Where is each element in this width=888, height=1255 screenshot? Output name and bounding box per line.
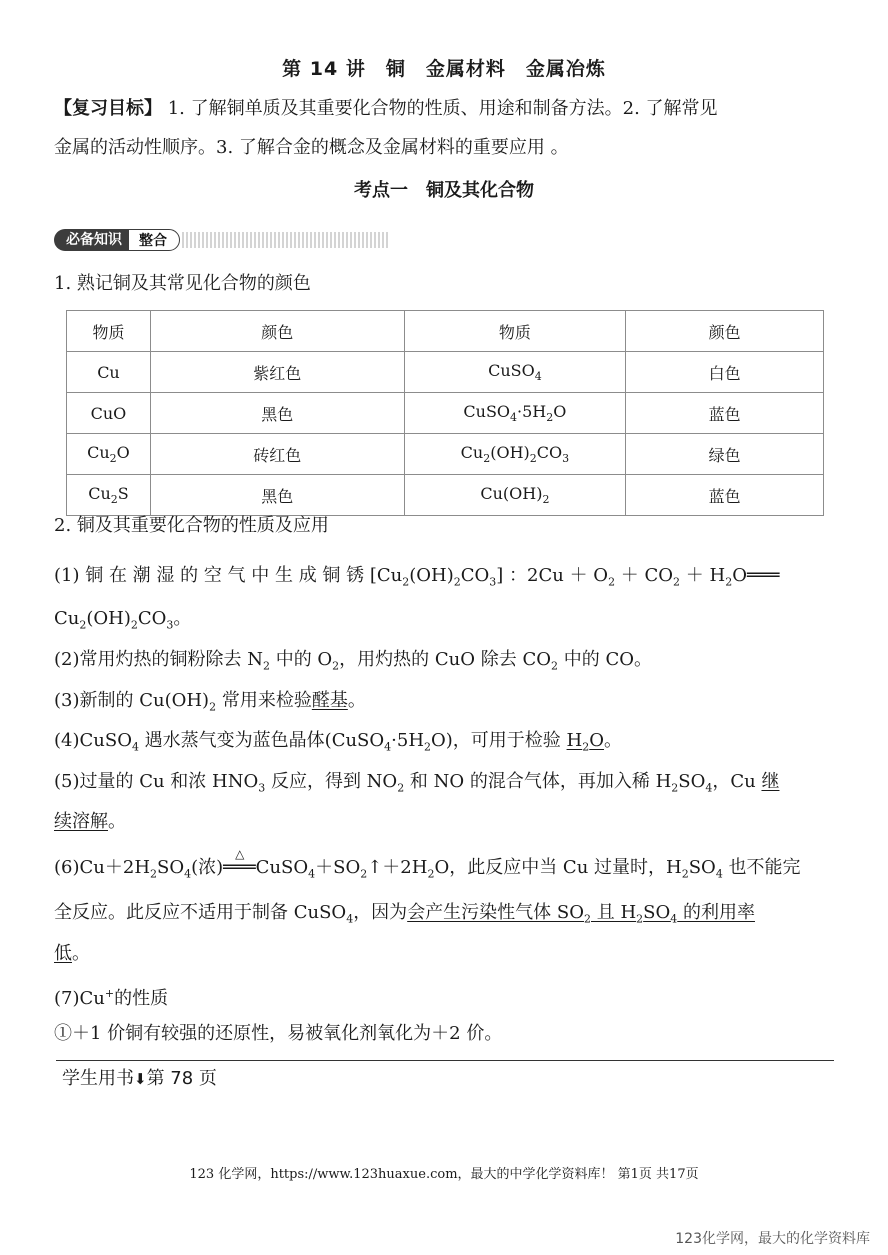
table-cell-color: 蓝色 bbox=[626, 475, 824, 516]
student-book-page-ref bbox=[62, 1064, 217, 1094]
table-cell-color: 紫红色 bbox=[150, 352, 404, 393]
table-cell-color: 白色 bbox=[626, 352, 824, 393]
footer-divider bbox=[56, 1060, 834, 1061]
table-cell-substance: CuSO$_4$ bbox=[404, 352, 626, 393]
table-cell-substance: $Cu(OH)_2$ bbox=[404, 475, 626, 516]
point-line: $(6)Cu+2H_2SO_4$(浓) △ $═══CuSO_4+SO_2↑+2H_2O$，此反应中当 Cu 过量时，$H_2SO_4$ 也不能完 bbox=[54, 847, 801, 881]
table-header-row bbox=[67, 311, 824, 352]
table-cell-substance: CuO bbox=[67, 393, 151, 434]
banner-dark-label: 必备知识 bbox=[54, 229, 136, 251]
section-title: 考点一 铜及其化合物 bbox=[354, 180, 534, 201]
student-book-label: 学生用书 bbox=[62, 1068, 134, 1089]
student-book-page: 第 78 页 bbox=[146, 1068, 217, 1089]
knowledge-banner bbox=[54, 229, 388, 251]
point-line: $Cu_2(OH)_2CO_3$。 bbox=[54, 608, 192, 632]
point-line: (2)常用灼热的铜粉除去 $N_2$ 中的 $O_2$，用灼热的 CuO 除去 $CO_2$ 中的 CO。 bbox=[54, 649, 652, 673]
table-cell-substance: $Cu_2O$ bbox=[67, 434, 151, 475]
watermark-text: 123化学网，最大的化学资料库 bbox=[675, 1231, 870, 1247]
point-line: (5)过量的 Cu 和浓 $HNO_3$ 反应，得到 $NO_2$ 和 NO 的混合气体，再加入稀 $H_2SO_4$，Cu 继 bbox=[54, 771, 780, 795]
site-footer: 123 化学网，https://www.123huaxue.com，最大的中学化学资料库！ 第1页 共17页 bbox=[189, 1167, 699, 1182]
table-cell-color: 蓝色 bbox=[626, 393, 824, 434]
page-title: 第 14 讲 铜 金属材料 金属冶炼 bbox=[282, 58, 606, 80]
table-header-cell: 物质 bbox=[404, 311, 626, 352]
table-cell-substance: $Cu_2(OH)_2CO_3$ bbox=[404, 434, 626, 475]
arrow-down-icon: ⬇ bbox=[134, 1070, 147, 1088]
table-cell-color: 绿色 bbox=[626, 434, 824, 475]
table-header-cell: 颜色 bbox=[150, 311, 404, 352]
table-row bbox=[67, 393, 824, 434]
point-line: (7)Cu+的性质 bbox=[54, 987, 169, 1009]
objectives-line-1 bbox=[54, 94, 718, 124]
point-line: (3)新制的 $Cu(OH)_2$ 常用来检验醛基。 bbox=[54, 690, 366, 714]
point-line: (1) 铜 在 潮 湿 的 空 气 中 生 成 铜 锈 $[Cu_2(OH)_2CO_3]$ ：$2Cu + O_2 + CO_2$ ＋ $H_2O═══$ bbox=[54, 565, 780, 589]
table-header-cell: 颜色 bbox=[626, 311, 824, 352]
item2-heading: 2. 铜及其重要化合物的性质及应用 bbox=[54, 515, 329, 536]
point-line: (4)CuSO$_4$ 遇水蒸气变为蓝色晶体$(CuSO_4\cdot 5H_2O)$，可用于检验 $H_2O$。 bbox=[54, 730, 623, 754]
copper-colors-table bbox=[66, 310, 824, 516]
table-cell-color: 黑色 bbox=[150, 393, 404, 434]
table-cell-substance: Cu bbox=[67, 352, 151, 393]
item1-heading: 1. 熟记铜及其常见化合物的颜色 bbox=[54, 273, 311, 294]
objectives-text-1: 1. 了解铜单质及其重要化合物的性质、用途和制备方法。2. 了解常见 bbox=[162, 98, 718, 119]
point-line: 低。 bbox=[54, 943, 90, 964]
objectives-line-2: 金属的活动性顺序。3. 了解合金的概念及金属材料的重要应用 。 bbox=[54, 137, 569, 158]
point-line: 续溶解。 bbox=[54, 811, 126, 832]
table-row bbox=[67, 352, 824, 393]
banner-hatch-decoration bbox=[182, 232, 388, 248]
table-cell-color: 砖红色 bbox=[150, 434, 404, 475]
table-row bbox=[67, 434, 824, 475]
objectives-label: 【复习目标】 bbox=[54, 98, 162, 119]
table-cell-substance: $CuSO_4\cdot 5H_2O$ bbox=[404, 393, 626, 434]
table-cell-color: 黑色 bbox=[150, 475, 404, 516]
table-header-cell: 物质 bbox=[67, 311, 151, 352]
point-line: 全反应。此反应不适用于制备 CuSO$_4$，因为会产生污染性气体 $SO_2$ 且 $H_2SO_4$ 的利用率 bbox=[54, 902, 755, 926]
banner-light-label: 整合 bbox=[128, 229, 180, 251]
table-row bbox=[67, 475, 824, 516]
table-cell-substance: $Cu_2S$ bbox=[67, 475, 151, 516]
point-line: ①＋1 价铜有较强的还原性，易被氧化剂氧化为＋2 价。 bbox=[54, 1023, 503, 1044]
